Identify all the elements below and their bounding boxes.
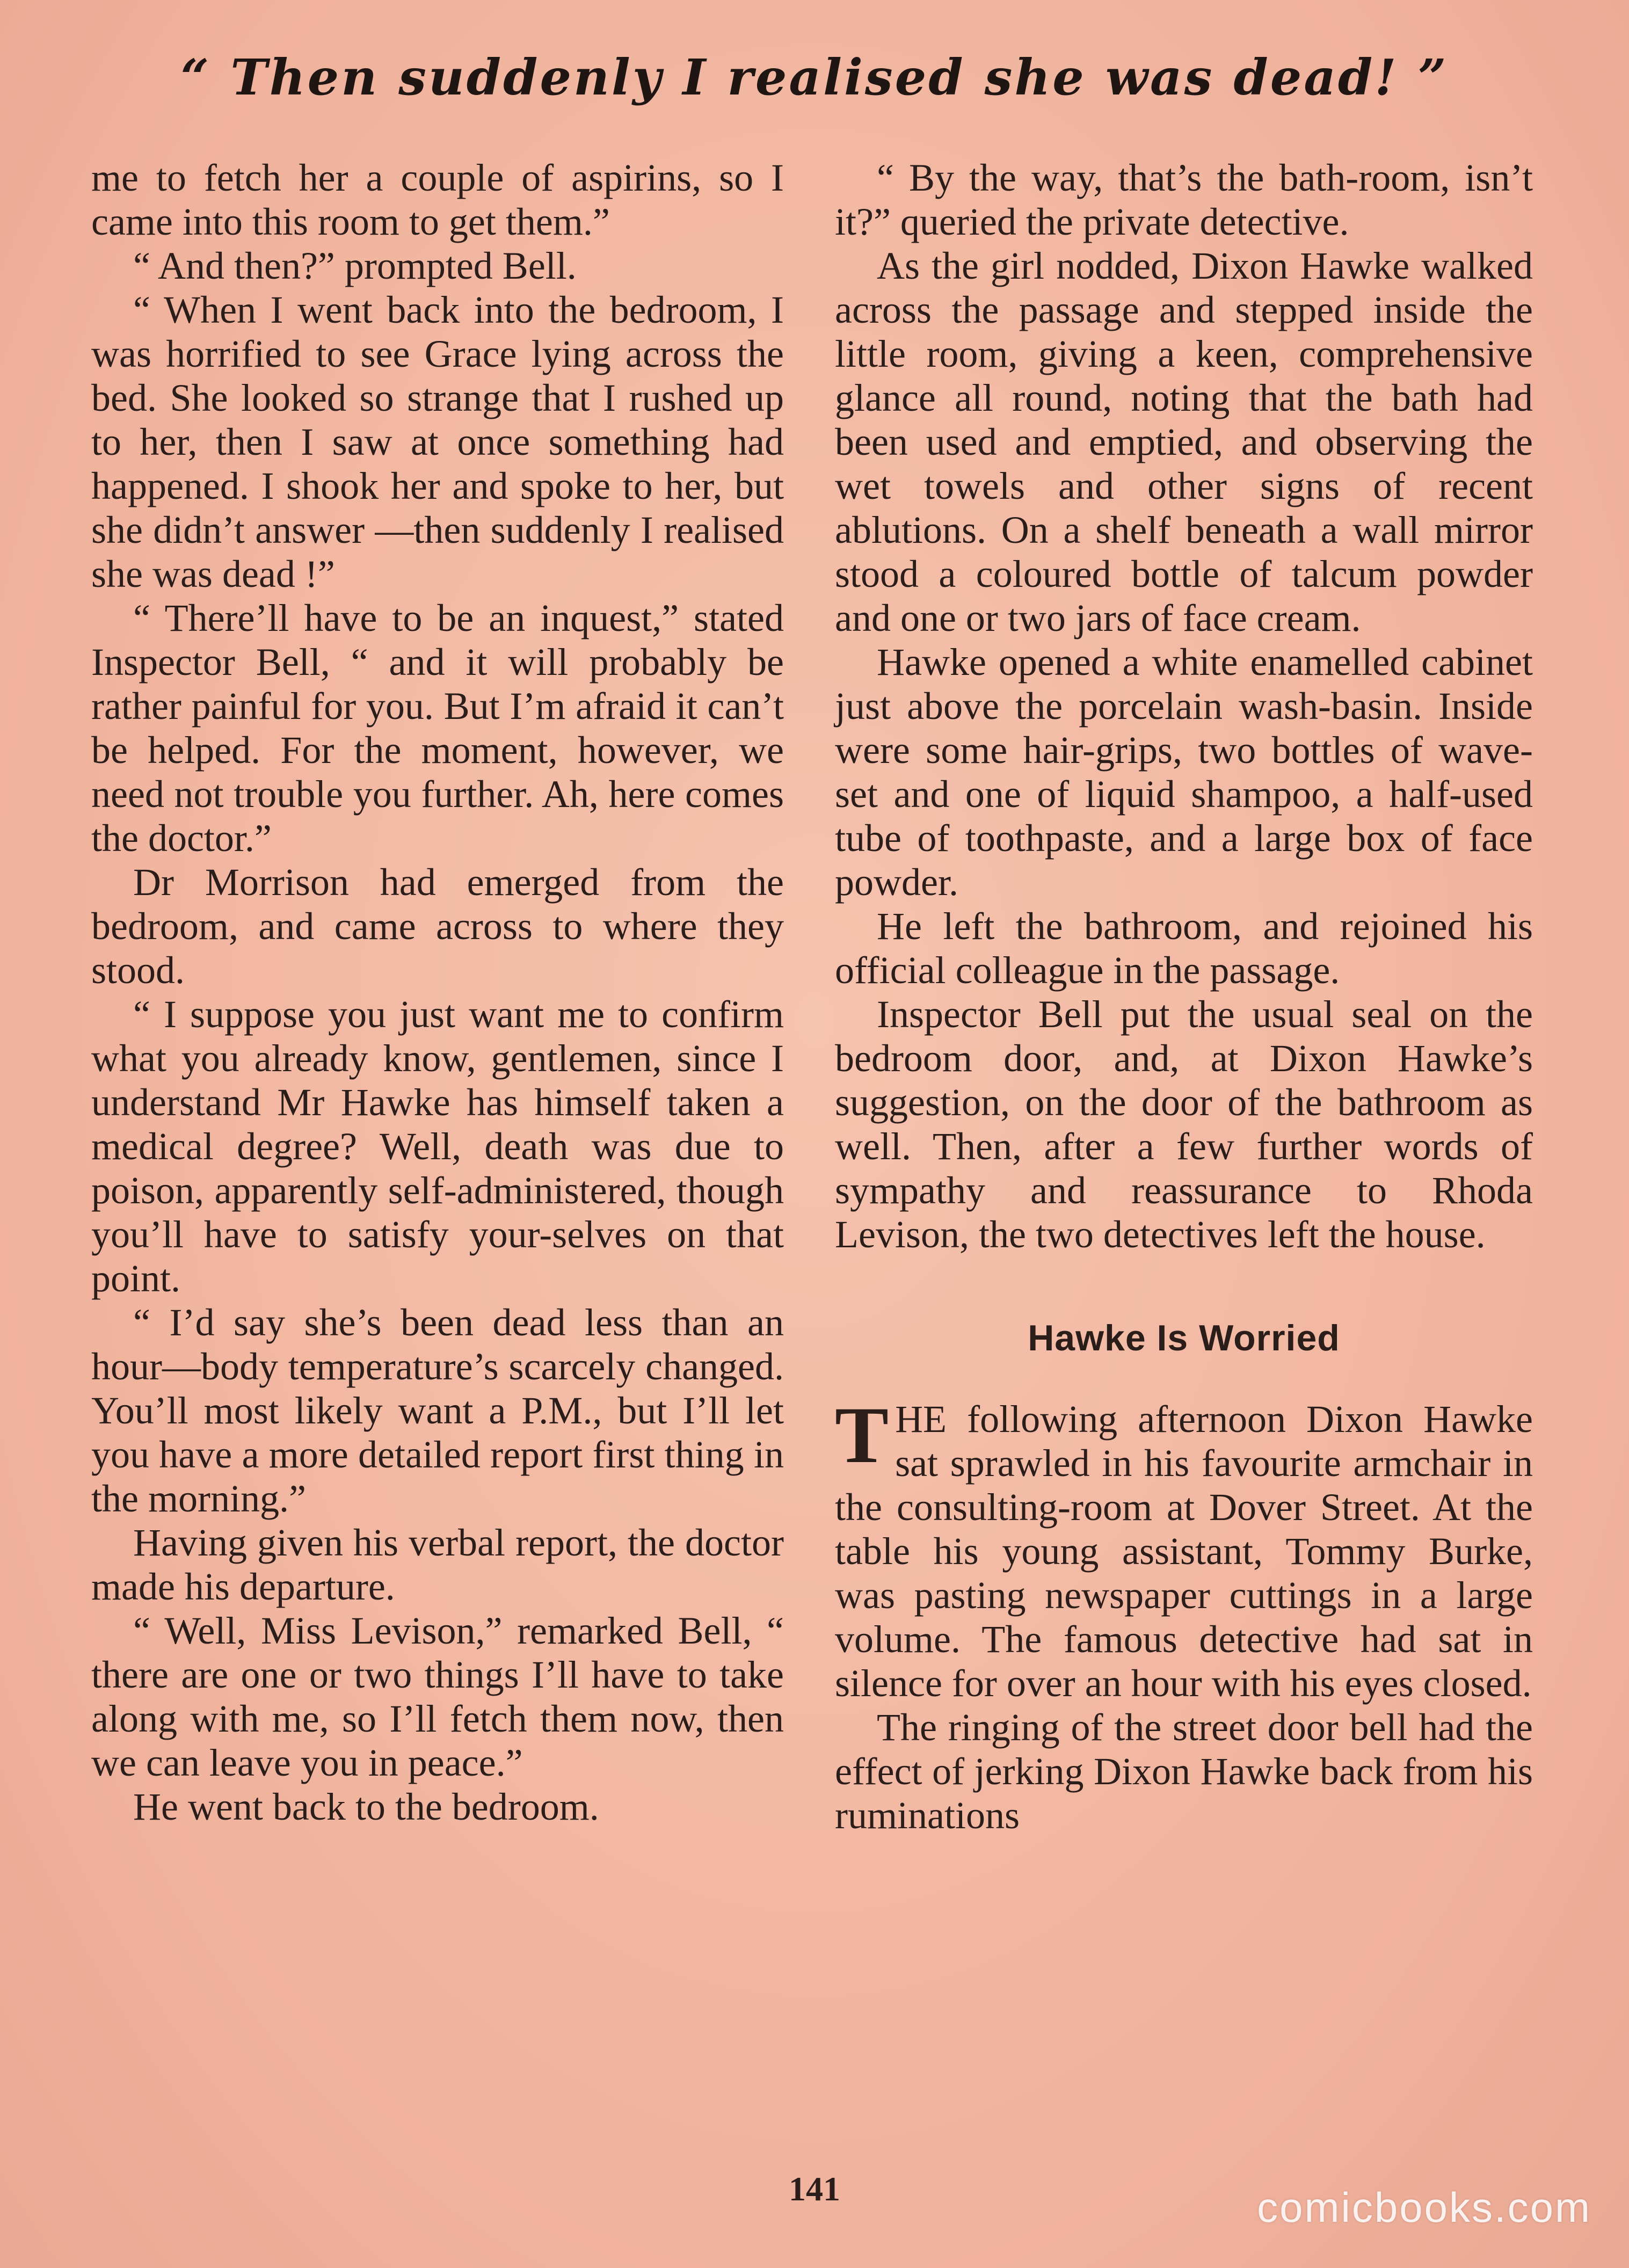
section-subheading: Hawke Is Worried: [1028, 1318, 1340, 1358]
dropcap-paragraph: [835, 1391, 1533, 1705]
dropcap-paragraph-text: HE following afternoon Dixon Hawke sat sprawled in his favourite armchair in the consulting-room at Dover Street. At the table his young assistant, Tommy Burke, was pasting newspaper cuttings in a large volume. The famous detective had sat in silence for over an hour with his eyes closed.: [835, 1398, 1533, 1705]
paragraph: He left the bathroom, and rejoined his official colleague in the passage.: [835, 905, 1533, 992]
drop-cap-letter: T: [835, 1391, 889, 1480]
paragraph: “ Well, Miss Levison,” remarked Bell, “ there are one or two things I’ll have to take along with me, so I’ll fetch them now, then we can leave you in peace.”: [91, 1609, 784, 1784]
paragraph: “ By the way, that’s the bath-room, isn’t it?” queried the private detective.: [835, 156, 1533, 243]
paragraph: He went back to the bedroom.: [133, 1785, 599, 1828]
paragraph: Hawke opened a white enamelled cabinet just above the porcelain wash-basin. Inside were some hair-grips, two bottles of wave-set and one of liquid shampoo, a half-used tube of toothpaste, and a large box of face powder.: [835, 641, 1533, 904]
paragraph: “ I’d say she’s been dead less than an hour—body temperature’s scarcely changed. You’ll most likely want a P.M., but I’ll let you have a more detailed report first thing in the morning.”: [91, 1301, 784, 1520]
paragraph: “ There’ll have to be an inquest,” stated Inspector Bell, “ and it will probably be rather painful for you. But I’m afraid it can’t be helped. For the moment, however, we need not trouble you further. Ah, here comes the doctor.”: [91, 597, 784, 860]
paragraph: me to fetch her a couple of aspirins, so I came into this room to get them.”: [91, 156, 784, 243]
paragraph: The ringing of the street door bell had the effect of jerking Dixon Hawke back from his ruminations: [835, 1706, 1533, 1837]
paragraph: Inspector Bell put the usual seal on the bedroom door, and, at Dixon Hawke’s suggestion, on the door of the bathroom as well. Then, after a few further words of sympathy and reassurance to Rhoda Levison, the two detectives left the house.: [835, 993, 1533, 1256]
left-column: [91, 156, 784, 1829]
watermark-logo: comicbooks.com: [1257, 2184, 1591, 2231]
paragraph: As the girl nodded, Dixon Hawke walked across the passage and stepped inside the little room, giving a keen, comprehensive glance all round, noting that the bath had been used and emptied, and observing the wet towels and other signs of recent ablutions. On a shelf beneath a wall mirror stood a coloured bottle of talcum powder and one or two jars of face cream.: [835, 244, 1533, 639]
paragraph: “ And then?” prompted Bell.: [133, 244, 577, 287]
page-number: 141: [789, 2170, 840, 2208]
paragraph: “ I suppose you just want me to confirm what you already know, gentlemen, since I understand Mr Hawke has himself taken a medical degree? Well, death was due to poison, apparently self-administered, though you’ll have to satisfy your-selves on that point.: [91, 993, 784, 1300]
paragraph: Having given his verbal report, the doctor made his departure.: [91, 1521, 784, 1608]
paragraph: “ When I went back into the bedroom, I was horrified to see Grace lying across the bed. She looked so strange that I rushed up to her, then I saw at once something had happened. I shook her and spoke to her, but she didn’t answer —then suddenly I realised she was dead !”: [91, 288, 784, 595]
running-header: “ Then suddenly I realised she was dead! ”: [180, 48, 1449, 106]
paragraph: Dr Morrison had emerged from the bedroom, and came across to where they stood.: [91, 861, 784, 992]
right-column: [835, 156, 1533, 1837]
